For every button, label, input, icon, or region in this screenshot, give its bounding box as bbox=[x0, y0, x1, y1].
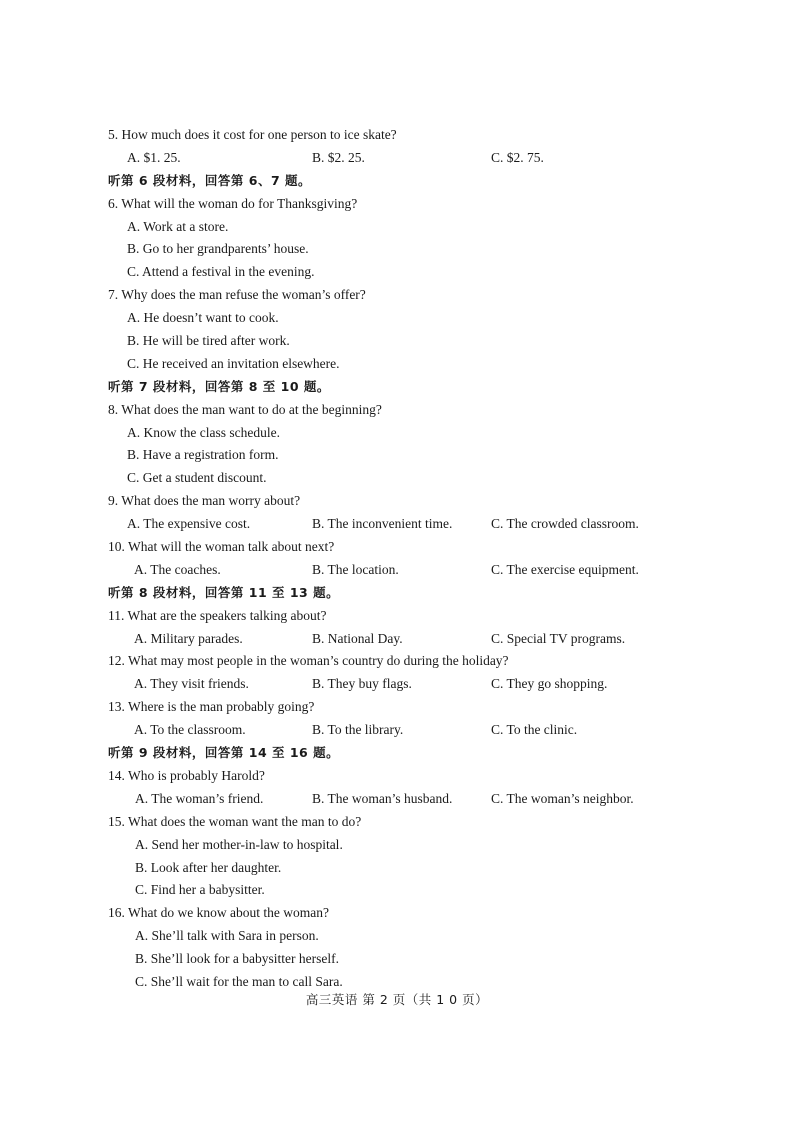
question-7-option-b: B. He will be tired after work. bbox=[127, 333, 290, 349]
question-13-options bbox=[108, 719, 678, 742]
question-8-option-c: C. Get a student discount. bbox=[127, 470, 267, 486]
question-5-options bbox=[108, 147, 678, 170]
question-6-options bbox=[108, 216, 678, 285]
question-11-option-b: B. National Day. bbox=[312, 630, 403, 646]
question-13-option-c: C. To the clinic. bbox=[491, 722, 578, 738]
question-14-option-c: C. The woman’s neighbor. bbox=[491, 790, 634, 806]
question-11-options bbox=[108, 628, 678, 651]
question-9-option-a: A. The expensive cost. bbox=[127, 516, 251, 532]
question-7-option-a: A. He doesn’t want to cook. bbox=[127, 310, 279, 326]
question-11-option-c: C. Special TV programs. bbox=[491, 630, 626, 646]
question-12-options bbox=[108, 673, 678, 696]
question-13-option-b: B. To the library. bbox=[312, 722, 404, 738]
question-5-option-a: A. $1. 25. bbox=[127, 149, 181, 165]
question-9: 9. What does the man worry about? bbox=[108, 493, 301, 509]
question-16: 16. What do we know about the woman? bbox=[108, 905, 329, 921]
question-9-options bbox=[108, 513, 678, 536]
question-10-options bbox=[108, 559, 678, 582]
question-6-option-a: A. Work at a store. bbox=[127, 218, 229, 234]
question-10-option-c: C. The exercise equipment. bbox=[491, 561, 639, 577]
question-7: 7. Why does the man refuse the woman’s offer? bbox=[108, 287, 366, 303]
question-15-option-b: B. Look after her daughter. bbox=[135, 859, 282, 875]
question-14-option-a: A. The woman’s friend. bbox=[135, 790, 264, 806]
question-8-option-b: B. Have a registration form. bbox=[127, 447, 279, 463]
question-5-option-b: B. $2. 25. bbox=[312, 149, 365, 165]
question-7-options bbox=[108, 307, 678, 376]
question-16-option-c: C. She’ll wait for the man to call Sara. bbox=[135, 973, 343, 989]
question-9-option-c: C. The crowded classroom. bbox=[491, 516, 639, 532]
question-9-option-b: B. The inconvenient time. bbox=[312, 516, 453, 532]
question-8-option-a: A. Know the class schedule. bbox=[127, 424, 280, 440]
page-footer: 高三英语 第 2 页（共 1 0 页） bbox=[305, 992, 489, 1007]
question-15: 15. What does the woman want the man to do? bbox=[108, 813, 362, 829]
section-7-heading: 听第 7 段材料，回答第 8 至 10 题。 bbox=[108, 378, 330, 394]
question-12-option-b: B. They buy flags. bbox=[312, 676, 412, 692]
question-13: 13. Where is the man probably going? bbox=[108, 699, 315, 715]
question-5: 5. How much does it cost for one person to ice skate? bbox=[108, 127, 397, 142]
question-16-option-a: A. She’ll talk with Sara in person. bbox=[135, 928, 319, 944]
question-13-option-a: A. To the classroom. bbox=[134, 722, 246, 738]
question-6-option-b: B. Go to her grandparents’ house. bbox=[127, 241, 309, 257]
question-14: 14. Who is probably Harold? bbox=[108, 767, 265, 783]
question-11-option-a: A. Military parades. bbox=[134, 630, 243, 646]
question-11: 11. What are the speakers talking about? bbox=[108, 607, 327, 623]
question-12-option-c: C. They go shopping. bbox=[491, 676, 608, 692]
section-6-heading: 听第 6 段材料，回答第 6、7 题。 bbox=[108, 172, 312, 188]
question-8: 8. What does the man want to do at the beginning? bbox=[108, 401, 382, 417]
section-8-heading: 听第 8 段材料，回答第 11 至 13 题。 bbox=[108, 584, 340, 600]
question-12: 12. What may most people in the woman’s country do during the holiday? bbox=[108, 653, 509, 669]
question-5-option-c: C. $2. 75. bbox=[491, 149, 544, 165]
question-16-option-b: B. She’ll look for a babysitter herself. bbox=[135, 951, 339, 967]
question-15-option-c: C. Find her a babysitter. bbox=[135, 882, 265, 898]
question-list bbox=[108, 124, 678, 994]
question-10-option-b: B. The location. bbox=[312, 561, 399, 577]
section-9-heading: 听第 9 段材料，回答第 14 至 16 题。 bbox=[108, 745, 340, 761]
question-16-options bbox=[108, 925, 678, 994]
question-6: 6. What will the woman do for Thanksgiving? bbox=[108, 195, 358, 211]
question-12-option-a: A. They visit friends. bbox=[134, 676, 249, 692]
question-15-option-a: A. Send her mother-in-law to hospital. bbox=[135, 836, 343, 852]
question-10: 10. What will the woman talk about next? bbox=[108, 539, 335, 555]
question-14-option-b: B. The woman’s husband. bbox=[312, 790, 453, 806]
question-10-option-a: A. The coaches. bbox=[134, 561, 221, 577]
question-14-options bbox=[108, 788, 678, 811]
question-6-option-c: C. Attend a festival in the evening. bbox=[127, 264, 315, 280]
question-7-option-c: C. He received an invitation elsewhere. bbox=[127, 355, 340, 371]
question-8-options bbox=[108, 422, 678, 491]
question-15-options bbox=[108, 834, 678, 903]
